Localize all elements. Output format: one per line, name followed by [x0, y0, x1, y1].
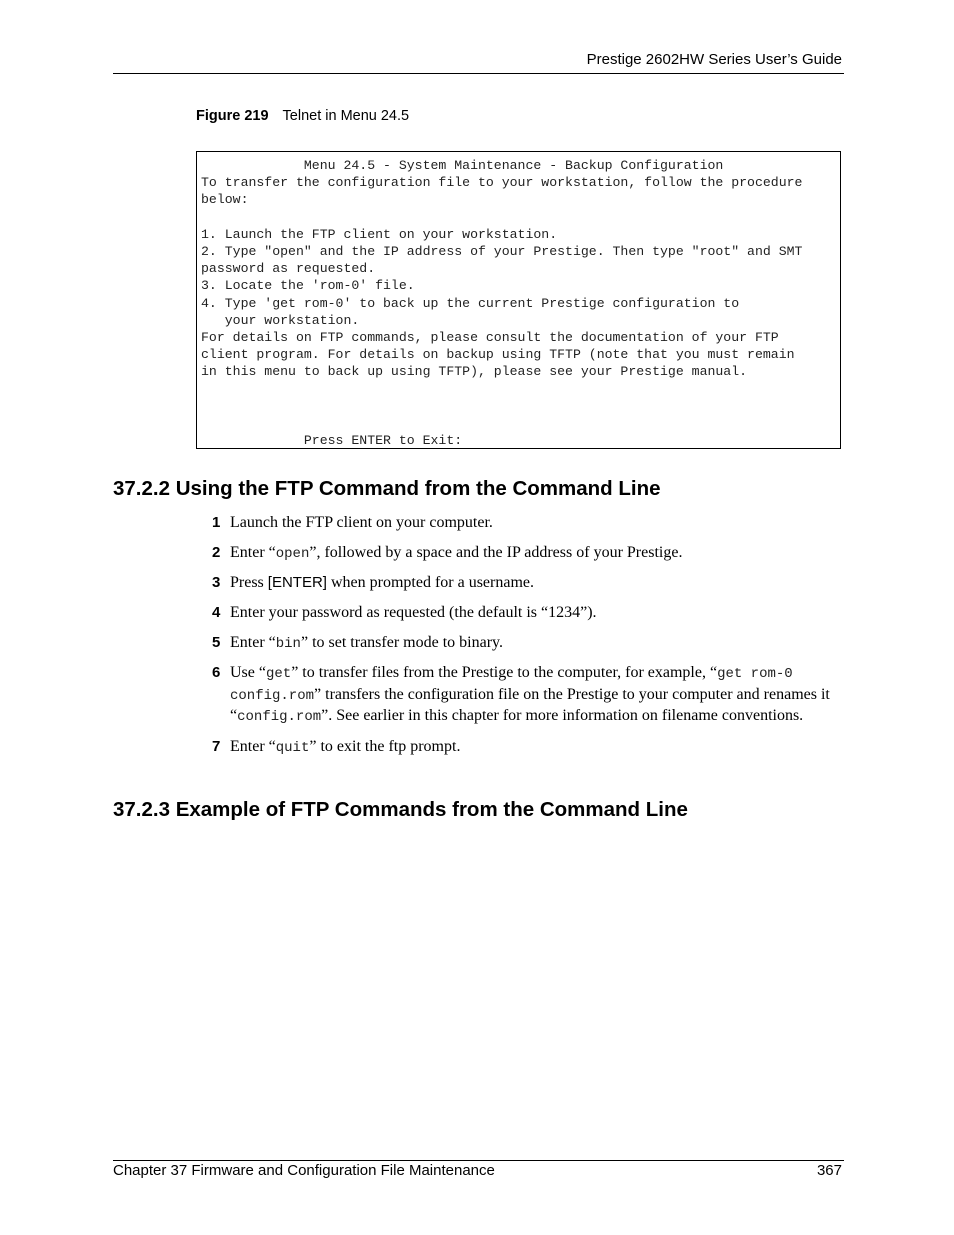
terminal-screen	[196, 151, 841, 449]
footer-divider	[113, 1160, 844, 1161]
step-text: Enter “	[230, 543, 276, 561]
section-heading-ftp-example: 37.2.3 Example of FTP Commands from the Command Line	[113, 798, 688, 821]
step-text: Launch the FTP client on your computer.	[230, 514, 493, 531]
footer-chapter-title: Chapter 37 Firmware and Configuration File Maintenance	[113, 1162, 495, 1179]
list-item	[208, 737, 848, 759]
inline-code: bin	[275, 635, 301, 652]
step-text: ” to exit the ftp prompt.	[309, 738, 461, 756]
inline-code: config.rom	[237, 709, 322, 726]
figure-label: Figure 219	[196, 108, 269, 124]
list-item	[208, 633, 848, 655]
figure-title: Telnet in Menu 24.5	[282, 108, 410, 124]
step-number: 2	[212, 543, 221, 561]
inline-code: get	[265, 666, 292, 683]
step-text: Press	[230, 574, 268, 592]
key-name: [ENTER]	[267, 574, 327, 592]
running-header-title: Prestige 2602HW Series User’s Guide	[586, 51, 842, 68]
page-number: 367	[816, 1162, 842, 1179]
inline-code: get rom-0 config.rom	[230, 666, 793, 704]
step-number: 3	[212, 574, 221, 592]
step-text: Enter “	[230, 738, 276, 756]
section-heading-ftp-command-line: 37.2.2 Using the FTP Command from the Command Line	[113, 477, 661, 500]
step-number: 5	[212, 633, 221, 651]
step-text: Use “	[230, 664, 266, 682]
ftp-steps-list	[208, 513, 848, 768]
header-divider	[113, 73, 844, 74]
terminal-text: Menu 24.5 - System Maintenance - Backup Configuration To transfer the configuration file to your workstation, follow the procedure below: 1. Launch the FTP client on your workstation. 2. Type "open" and the IP address of your Prestige. Then type "root" and SMT password as requested. 3. Locate the 'rom-0' file. 4. Type 'get rom-0' to back up the current Prestige configuration to your workstation. For details on FTP commands, please consult the documentation of your FTP client program. For details on backup using TFTP (note that you must remain in this menu to back up using TFTP), please see your Prestige manual. Press ENTER to Exit:	[201, 158, 803, 449]
list-item	[208, 663, 848, 728]
step-number: 7	[212, 738, 221, 756]
step-text: ” to transfer files from the Prestige to the computer, for example, “	[291, 664, 718, 682]
step-number: 6	[212, 664, 221, 682]
inline-code: quit	[275, 740, 310, 757]
figure-caption	[196, 108, 409, 124]
step-number: 4	[212, 604, 221, 622]
step-text: ”. See earlier in this chapter for more information on filename conventions.	[321, 707, 804, 725]
step-number: 1	[212, 514, 221, 531]
list-item	[208, 513, 848, 534]
step-text: ” to set transfer mode to binary.	[300, 633, 503, 651]
inline-code: open	[275, 545, 310, 562]
step-text: Enter “	[230, 633, 276, 651]
list-item	[208, 543, 848, 565]
step-text: ” transfers the configuration file on the Prestige to your computer and renames it “	[230, 685, 830, 725]
step-text: when prompted for a username.	[326, 574, 535, 592]
list-item	[208, 573, 848, 594]
step-text: Enter your password as requested (the default is “1234”).	[230, 604, 597, 622]
list-item	[208, 603, 848, 624]
step-text: ”, followed by a space and the IP address of your Prestige.	[309, 543, 683, 561]
